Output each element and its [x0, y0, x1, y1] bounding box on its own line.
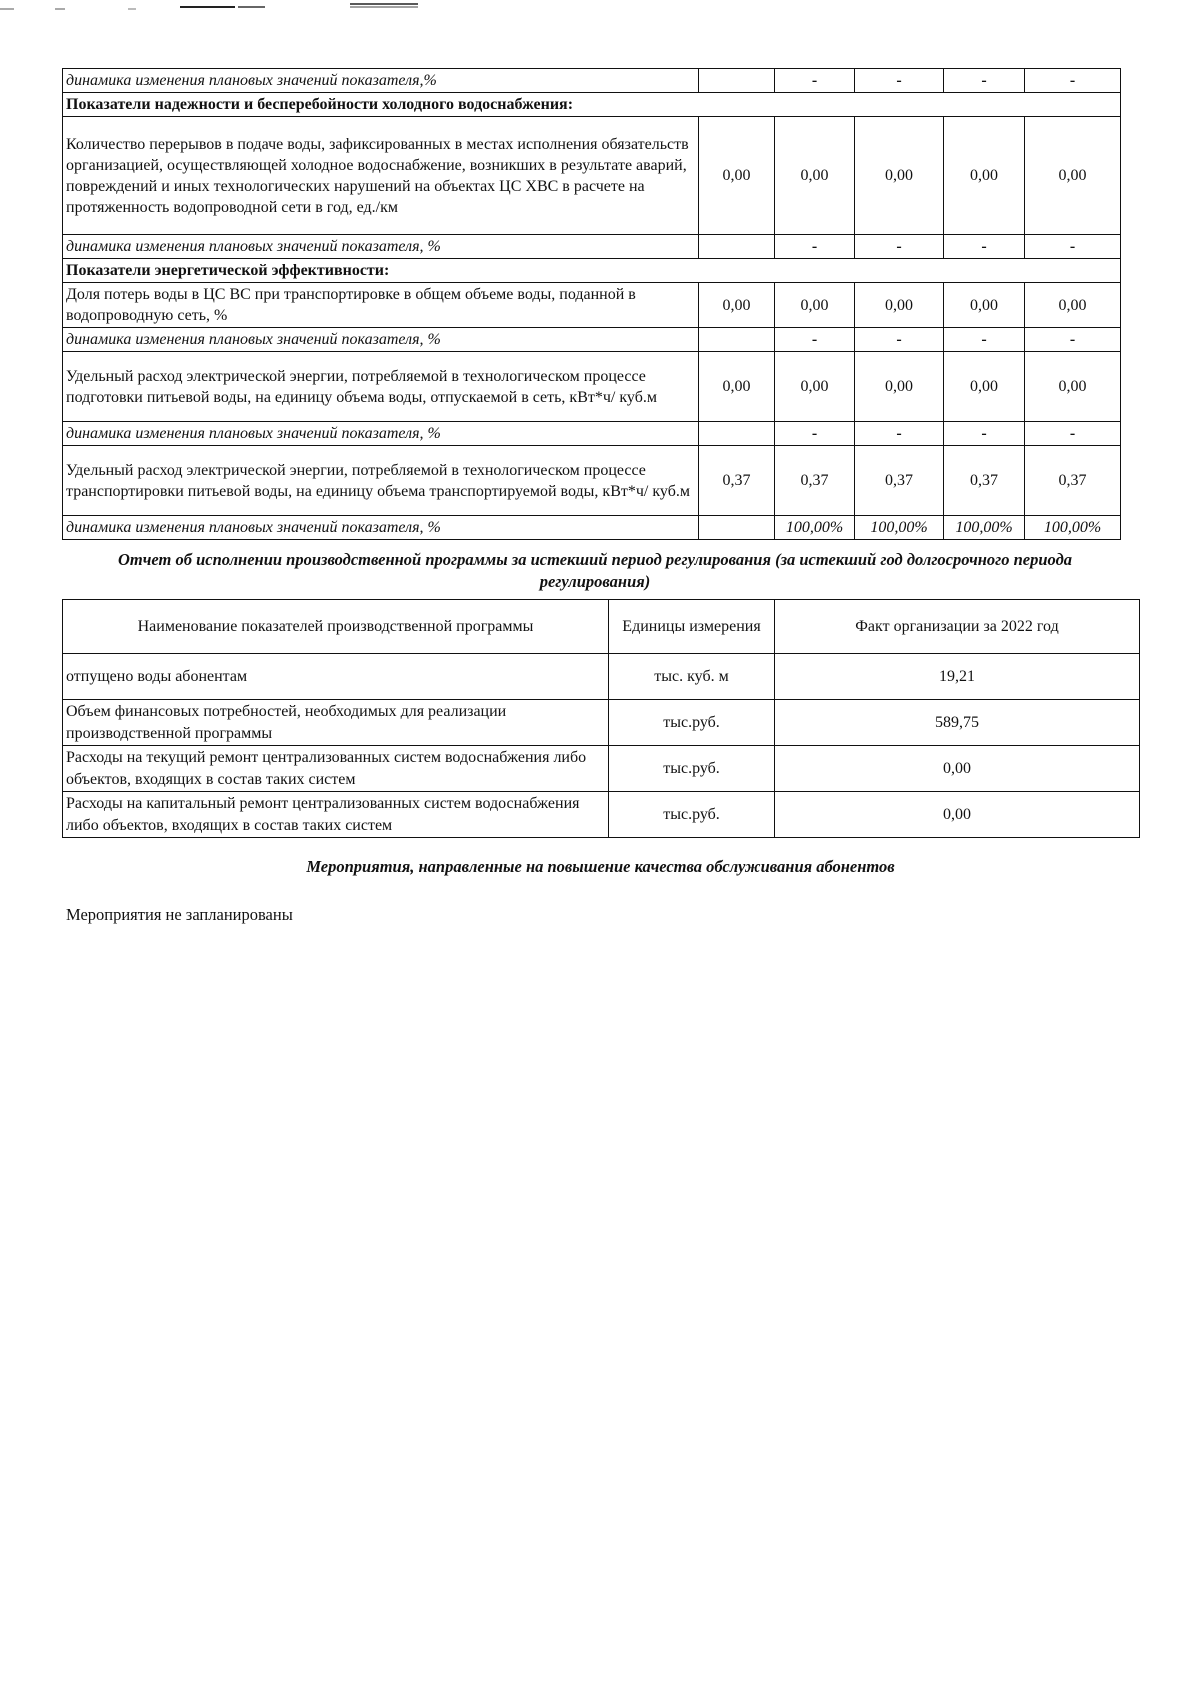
indicator-value: - [775, 235, 855, 259]
indicator-value: 0,00 [855, 283, 944, 328]
indicator-value: - [944, 69, 1025, 93]
indicator-value: 0,37 [775, 446, 855, 516]
indicator-label: Количество перерывов в подаче воды, зафиксированных в местах исполнения обязательств организацией, осуществляющей холодное водоснабжение, возникших в результате аварий, повреждений и иных технологических нарушений на объектах ЦС ХВС в расчете на протяженность водопроводной сети в год, ед./км [63, 117, 699, 235]
indicator-value: - [775, 422, 855, 446]
indicator-value: 0,00 [699, 283, 775, 328]
report-row [63, 792, 1140, 838]
report-row-unit: тыс. куб. м [609, 654, 775, 700]
indicator-value [699, 235, 775, 259]
indicator-value [699, 422, 775, 446]
header-fact-2022: Факт организации за 2022 год [775, 600, 1140, 654]
section-header-row [63, 93, 1121, 117]
indicator-value: - [944, 235, 1025, 259]
indicator-value: 0,00 [775, 283, 855, 328]
indicator-value: 100,00% [855, 516, 944, 540]
indicator-value: 0,00 [775, 352, 855, 422]
indicator-value: - [775, 328, 855, 352]
report-row [63, 700, 1140, 746]
section-title: Показатели надежности и бесперебойности холодного водоснабжения: [63, 93, 1121, 117]
dynamics-row [63, 69, 1121, 93]
dynamics-row [63, 328, 1121, 352]
report-row-name: отпущено воды абонентам [63, 654, 609, 700]
indicator-value: 0,00 [944, 117, 1025, 235]
report-row [63, 654, 1140, 700]
indicator-label: Удельный расход электрической энергии, потребляемой в технологическом процессе транспортировки питьевой воды, на единицу объема транспортируемой воды, кВт*ч/ куб.м [63, 446, 699, 516]
scan-artifact-marks [0, 0, 430, 14]
report-row-unit: тыс.руб. [609, 746, 775, 792]
indicator-row [63, 283, 1121, 328]
indicator-value: - [855, 235, 944, 259]
indicator-value: - [944, 328, 1025, 352]
indicator-value [699, 69, 775, 93]
indicator-label: Доля потерь воды в ЦС ВС при транспортировке в общем объеме воды, поданной в водопроводную сеть, % [63, 283, 699, 328]
indicator-row [63, 352, 1121, 422]
indicator-value: - [1025, 328, 1121, 352]
indicator-value: - [855, 328, 944, 352]
indicator-label: динамика изменения плановых значений показателя,% [63, 69, 699, 93]
indicator-value: - [1025, 69, 1121, 93]
indicator-value: 0,37 [699, 446, 775, 516]
section-title: Показатели энергетической эффективности: [63, 259, 1121, 283]
indicator-value: - [775, 69, 855, 93]
indicator-value: 100,00% [944, 516, 1025, 540]
indicator-row [63, 117, 1121, 235]
indicator-value: 0,00 [699, 117, 775, 235]
report-row-name: Расходы на капитальный ремонт централизованных систем водоснабжения либо объектов, входящих в состав таких систем [63, 792, 609, 838]
header-indicator-name: Наименование показателей производственной программы [63, 600, 609, 654]
indicator-value: 0,00 [944, 283, 1025, 328]
indicator-value: 0,00 [944, 352, 1025, 422]
indicator-value: - [855, 422, 944, 446]
indicator-value: - [1025, 235, 1121, 259]
report-row-name: Объем финансовых потребностей, необходимых для реализации производственной программы [63, 700, 609, 746]
indicator-value: 0,00 [1025, 352, 1121, 422]
indicator-value: 0,00 [775, 117, 855, 235]
indicator-value: 100,00% [775, 516, 855, 540]
indicator-value: 0,37 [855, 446, 944, 516]
dynamics-row [63, 422, 1121, 446]
report-title: Отчет об исполнении производственной программы за истекший период регулирования (за истекший год долгосрочного периода регулирования) [117, 550, 1073, 591]
indicator-value [699, 328, 775, 352]
header-unit: Единицы измерения [609, 600, 775, 654]
report-row-value: 0,00 [775, 792, 1140, 838]
indicator-label: динамика изменения плановых значений показателя, % [63, 235, 699, 259]
report-row-unit: тыс.руб. [609, 700, 775, 746]
report-row [63, 746, 1140, 792]
indicator-value: - [1025, 422, 1121, 446]
indicator-value: 0,00 [1025, 117, 1121, 235]
indicator-value: 0,00 [699, 352, 775, 422]
section-header-row [63, 259, 1121, 283]
measures-title: Мероприятия, направленные на повышение качества обслуживания абонентов [306, 857, 895, 876]
report-row-value: 589,75 [775, 700, 1140, 746]
indicator-value: 0,37 [944, 446, 1025, 516]
indicator-label: динамика изменения плановых значений показателя, % [63, 328, 699, 352]
indicator-value: 0,00 [855, 117, 944, 235]
indicator-label: Удельный расход электрической энергии, потребляемой в технологическом процессе подготовки питьевой воды, на единицу объема воды, отпускаемой в сеть, кВт*ч/ куб.м [63, 352, 699, 422]
production-program-report-table [62, 599, 1140, 838]
dynamics-row [63, 516, 1121, 540]
indicator-value: 100,00% [1025, 516, 1121, 540]
report-row-unit: тыс.руб. [609, 792, 775, 838]
report-header-row [63, 600, 1140, 654]
indicator-row [63, 446, 1121, 516]
indicators-table [62, 68, 1121, 540]
report-row-name: Расходы на текущий ремонт централизованных систем водоснабжения либо объектов, входящих в состав таких систем [63, 746, 609, 792]
dynamics-row [63, 235, 1121, 259]
indicator-value: - [944, 422, 1025, 446]
indicator-value: - [855, 69, 944, 93]
indicator-value [699, 516, 775, 540]
indicator-value: 0,00 [855, 352, 944, 422]
indicator-value: 0,00 [1025, 283, 1121, 328]
measures-text: Мероприятия не запланированы [66, 905, 293, 924]
report-row-value: 19,21 [775, 654, 1140, 700]
indicator-label: динамика изменения плановых значений показателя, % [63, 422, 699, 446]
indicator-label: динамика изменения плановых значений показателя, % [63, 516, 699, 540]
report-row-value: 0,00 [775, 746, 1140, 792]
indicator-value: 0,37 [1025, 446, 1121, 516]
